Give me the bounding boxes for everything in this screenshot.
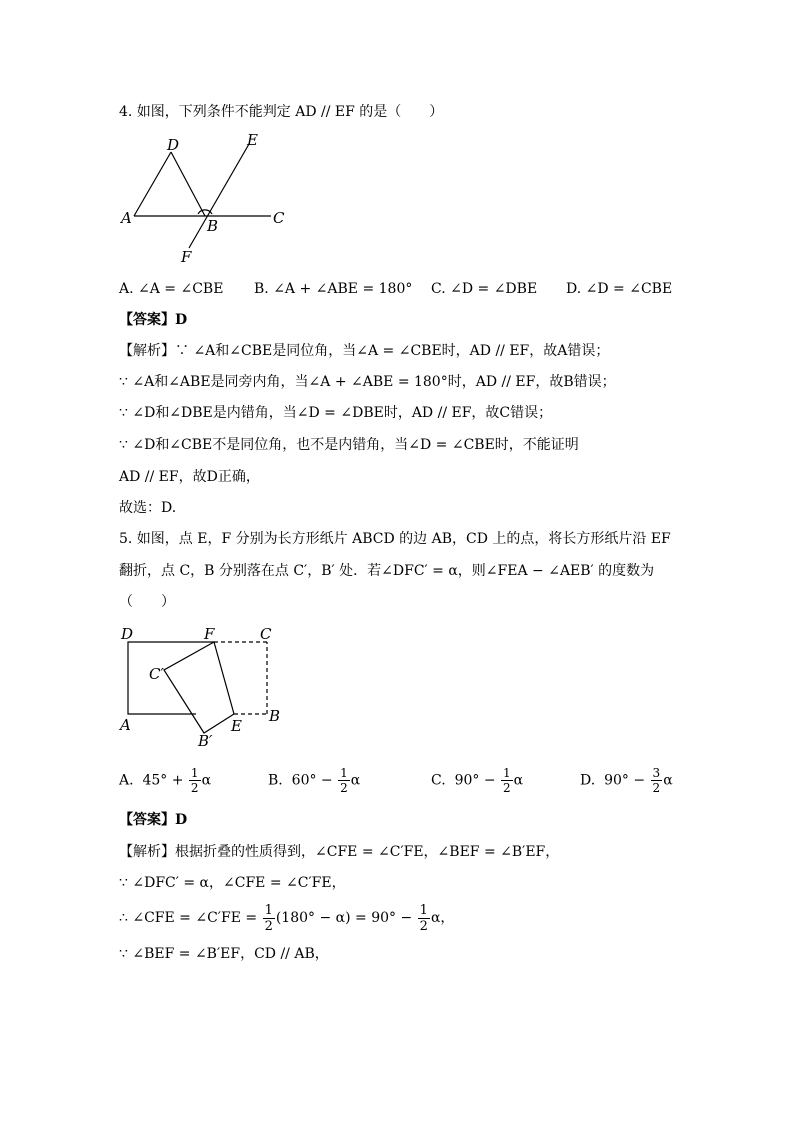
q4-option-b: B. ∠A + ∠ABE = 180° bbox=[254, 281, 413, 297]
q4-option-c: C. ∠D = ∠DBE bbox=[431, 281, 538, 297]
label-C: C bbox=[260, 625, 272, 643]
label-B-prime: B′ bbox=[198, 732, 213, 750]
label-A: A bbox=[120, 716, 131, 734]
label-C-prime: C′ bbox=[149, 665, 164, 683]
q4-option-a: A. ∠A = ∠CBE bbox=[119, 281, 224, 297]
q5-stem-1: 5. 如图，点 E，F 分别为长方形纸片 ABCD 的边 AB，CD 上的点，将长方形纸片沿 EF bbox=[119, 531, 671, 547]
label-E: E bbox=[231, 717, 242, 735]
q5-analysis-2: ∵ ∠DFC′ = α，∠CFE = ∠C′FE， bbox=[119, 875, 346, 891]
segment-AD bbox=[134, 152, 171, 216]
q4-option-d: D. ∠D = ∠CBE bbox=[566, 281, 673, 297]
label-B: B bbox=[207, 217, 219, 235]
label-F: F bbox=[181, 248, 192, 266]
q5-analysis-3: ∴ ∠CFE = ∠C′FE = $\frac{1}{2}$ (180° − α) = 90° − $\frac{1}{2}$ α， bbox=[119, 902, 455, 934]
label-A: A bbox=[121, 209, 132, 227]
q4-analysis-3: ∵ ∠D和∠DBE是内错角，当∠D = ∠DBE时，AD // EF，故C错误； bbox=[119, 405, 553, 421]
label-E: E bbox=[247, 131, 258, 149]
q5-option-a: A. 45° + $\frac{1}{2}$ α bbox=[119, 766, 212, 795]
rect-left-part bbox=[128, 642, 214, 714]
q5-stem-3: （ ） bbox=[119, 594, 175, 610]
q4-figure bbox=[115, 130, 295, 270]
label-D: D bbox=[121, 625, 134, 643]
line-EF bbox=[189, 144, 249, 248]
label-C: C bbox=[273, 209, 285, 227]
angle-arc bbox=[198, 210, 212, 214]
q4-analysis-6: 故选：D. bbox=[119, 500, 177, 516]
label-D: D bbox=[167, 136, 180, 154]
q4-answer: 【答案】D bbox=[119, 312, 188, 328]
q5-option-d: D. 90° − $\frac{3}{2}$ α bbox=[580, 766, 673, 795]
q4-analysis-2: ∵ ∠A和∠ABE是同旁内角，当∠A + ∠ABE = 180°时，AD // EF，故B错误； bbox=[119, 374, 616, 390]
q5-option-c: C. 90° − $\frac{1}{2}$ α bbox=[431, 766, 524, 795]
q5-answer: 【答案】D bbox=[119, 812, 188, 828]
q5-figure bbox=[115, 622, 295, 750]
label-B: B bbox=[269, 707, 281, 725]
folded-quad bbox=[164, 642, 234, 733]
q4-analysis-5: AD // EF，故D正确， bbox=[119, 469, 260, 485]
q5-analysis-4: ∵ ∠BEF = ∠B′EF，CD // AB， bbox=[119, 946, 329, 962]
q5-option-b: B. 60° − $\frac{1}{2}$ α bbox=[268, 766, 361, 795]
q5-analysis-1: 【解析】根据折叠的性质得到，∠CFE = ∠C′FE，∠BEF = ∠B′EF， bbox=[119, 844, 560, 860]
q4-stem: 4. 如图，下列条件不能判定 AD // EF 的是（ ） bbox=[119, 104, 444, 120]
q4-analysis-1: 【解析】∵ ∠A和∠CBE是同位角，当∠A = ∠CBE时，AD // EF，故A错误； bbox=[119, 343, 610, 359]
segment-DB bbox=[171, 152, 205, 216]
q5-stem-2: 翻折，点 C，B 分别落在点 C′，B′ 处．若∠DFC′ = α，则∠FEA − ∠AEB′ 的度数为 bbox=[119, 563, 655, 579]
q4-analysis-4: ∵ ∠D和∠CBE不是同位角，也不是内错角，当∠D = ∠CBE时，不能证明 bbox=[119, 437, 579, 453]
label-F: F bbox=[204, 625, 215, 643]
